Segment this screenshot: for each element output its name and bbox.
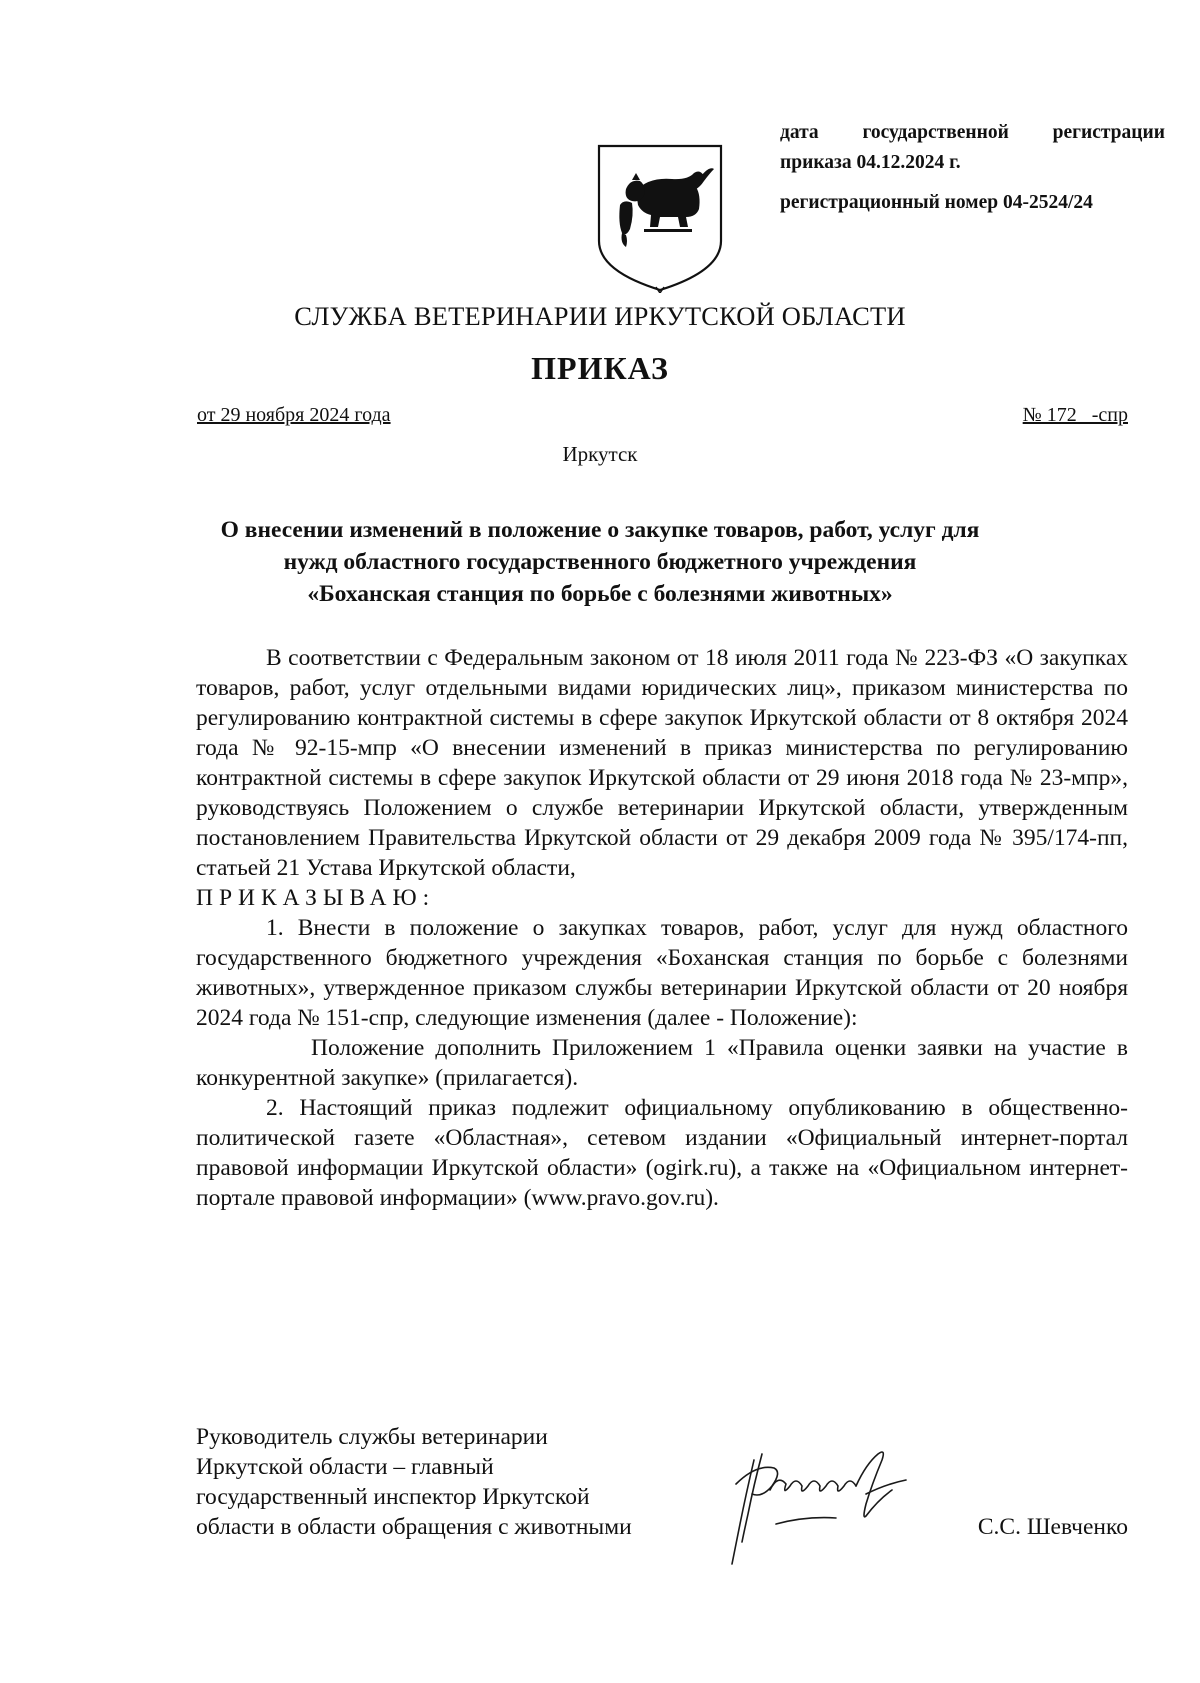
signer-name: С.С. Шевченко bbox=[977, 1514, 1128, 1540]
decree-word: ПРИКАЗЫВАЮ: bbox=[196, 885, 436, 911]
subject-line: нужд областного государственного бюджетного учреждения bbox=[283, 549, 917, 575]
registration-number: регистрационный номер 04-2524/24 bbox=[780, 192, 1093, 213]
order-date: от 29 ноября 2024 года bbox=[197, 404, 391, 426]
signer-position-line: Иркутской области – главный bbox=[196, 1454, 494, 1480]
signer-position-line: Руководитель службы ветеринарии bbox=[196, 1424, 548, 1450]
document-body bbox=[196, 643, 1128, 1213]
registration-date-label bbox=[780, 118, 1165, 148]
organization-name: СЛУЖБА ВЕТЕРИНАРИИ ИРКУТСКОЙ ОБЛАСТИ bbox=[294, 301, 906, 331]
signer-position-line: государственный инспектор Иркутской bbox=[196, 1484, 590, 1510]
order-item-1-sub: Положение дополнить Приложением 1 «Правила оценки заявки на участие в конкурентной закупке» (прилагается). bbox=[196, 1035, 1128, 1091]
document-title: ПРИКАЗ bbox=[531, 350, 669, 386]
order-item-2: 2. Настоящий приказ подлежит официальному опубликованию в общественно-политической газете «Областная», сетевом издании «Официальный интернет-портал правовой информации Иркутской области» (ogirk.ru), а также на «Официальном интернет-портале правовой информации» (www.pravo.gov.ru). bbox=[196, 1095, 1128, 1211]
preamble-paragraph: В соответствии с Федеральным законом от 18 июля 2011 года № 223-ФЗ «О закупках товаров, работ, услуг отдельными видами юридических лиц», приказом министерства по регулированию контрактной системы в сфере закупок Иркутской области от 8 октября 2024 года № 92-15-мпр «О внесении изменений в приказ министерства по регулированию контрактной системы в сфере закупок Иркутской области от 29 июня 2018 года № 23-мпр», руководствуясь Положением о службе ветеринарии Иркутской области, утвержденным постановлением Правительства Иркутской области от 29 декабря 2009 года № 395/174-пп, статьей 21 Устава Иркутской области, bbox=[196, 645, 1128, 881]
order-number: № 172 -спр bbox=[1022, 404, 1128, 426]
coat-of-arms-icon bbox=[596, 143, 724, 293]
subject-line: «Боханская станция по борьбе с болезнями животных» bbox=[307, 581, 893, 607]
signature-icon bbox=[716, 1424, 926, 1570]
registration-word: государственной bbox=[862, 122, 1009, 143]
city: Иркутск bbox=[562, 442, 638, 466]
registration-word: регистрации bbox=[1052, 122, 1165, 143]
signer-position bbox=[196, 1422, 632, 1542]
signature-block bbox=[196, 1422, 1128, 1572]
document-subject bbox=[150, 514, 1050, 610]
registration-word: дата bbox=[780, 122, 819, 143]
subject-line: О внесении изменений в положение о закупке товаров, работ, услуг для bbox=[220, 517, 980, 543]
order-item-1: 1. Внести в положение о закупках товаров, работ, услуг для нужд областного государственного бюджетного учреждения «Боханская станция по борьбе с болезнями животных», утвержденное приказом службы ветеринарии Иркутской области от 20 ноября 2024 года № 151-спр, следующие изменения (далее - Положение): bbox=[196, 915, 1128, 1031]
registration-date: приказа 04.12.2024 г. bbox=[780, 152, 961, 173]
registration-info bbox=[780, 118, 1165, 218]
signer-position-line: области в области обращения с животными bbox=[196, 1514, 632, 1540]
